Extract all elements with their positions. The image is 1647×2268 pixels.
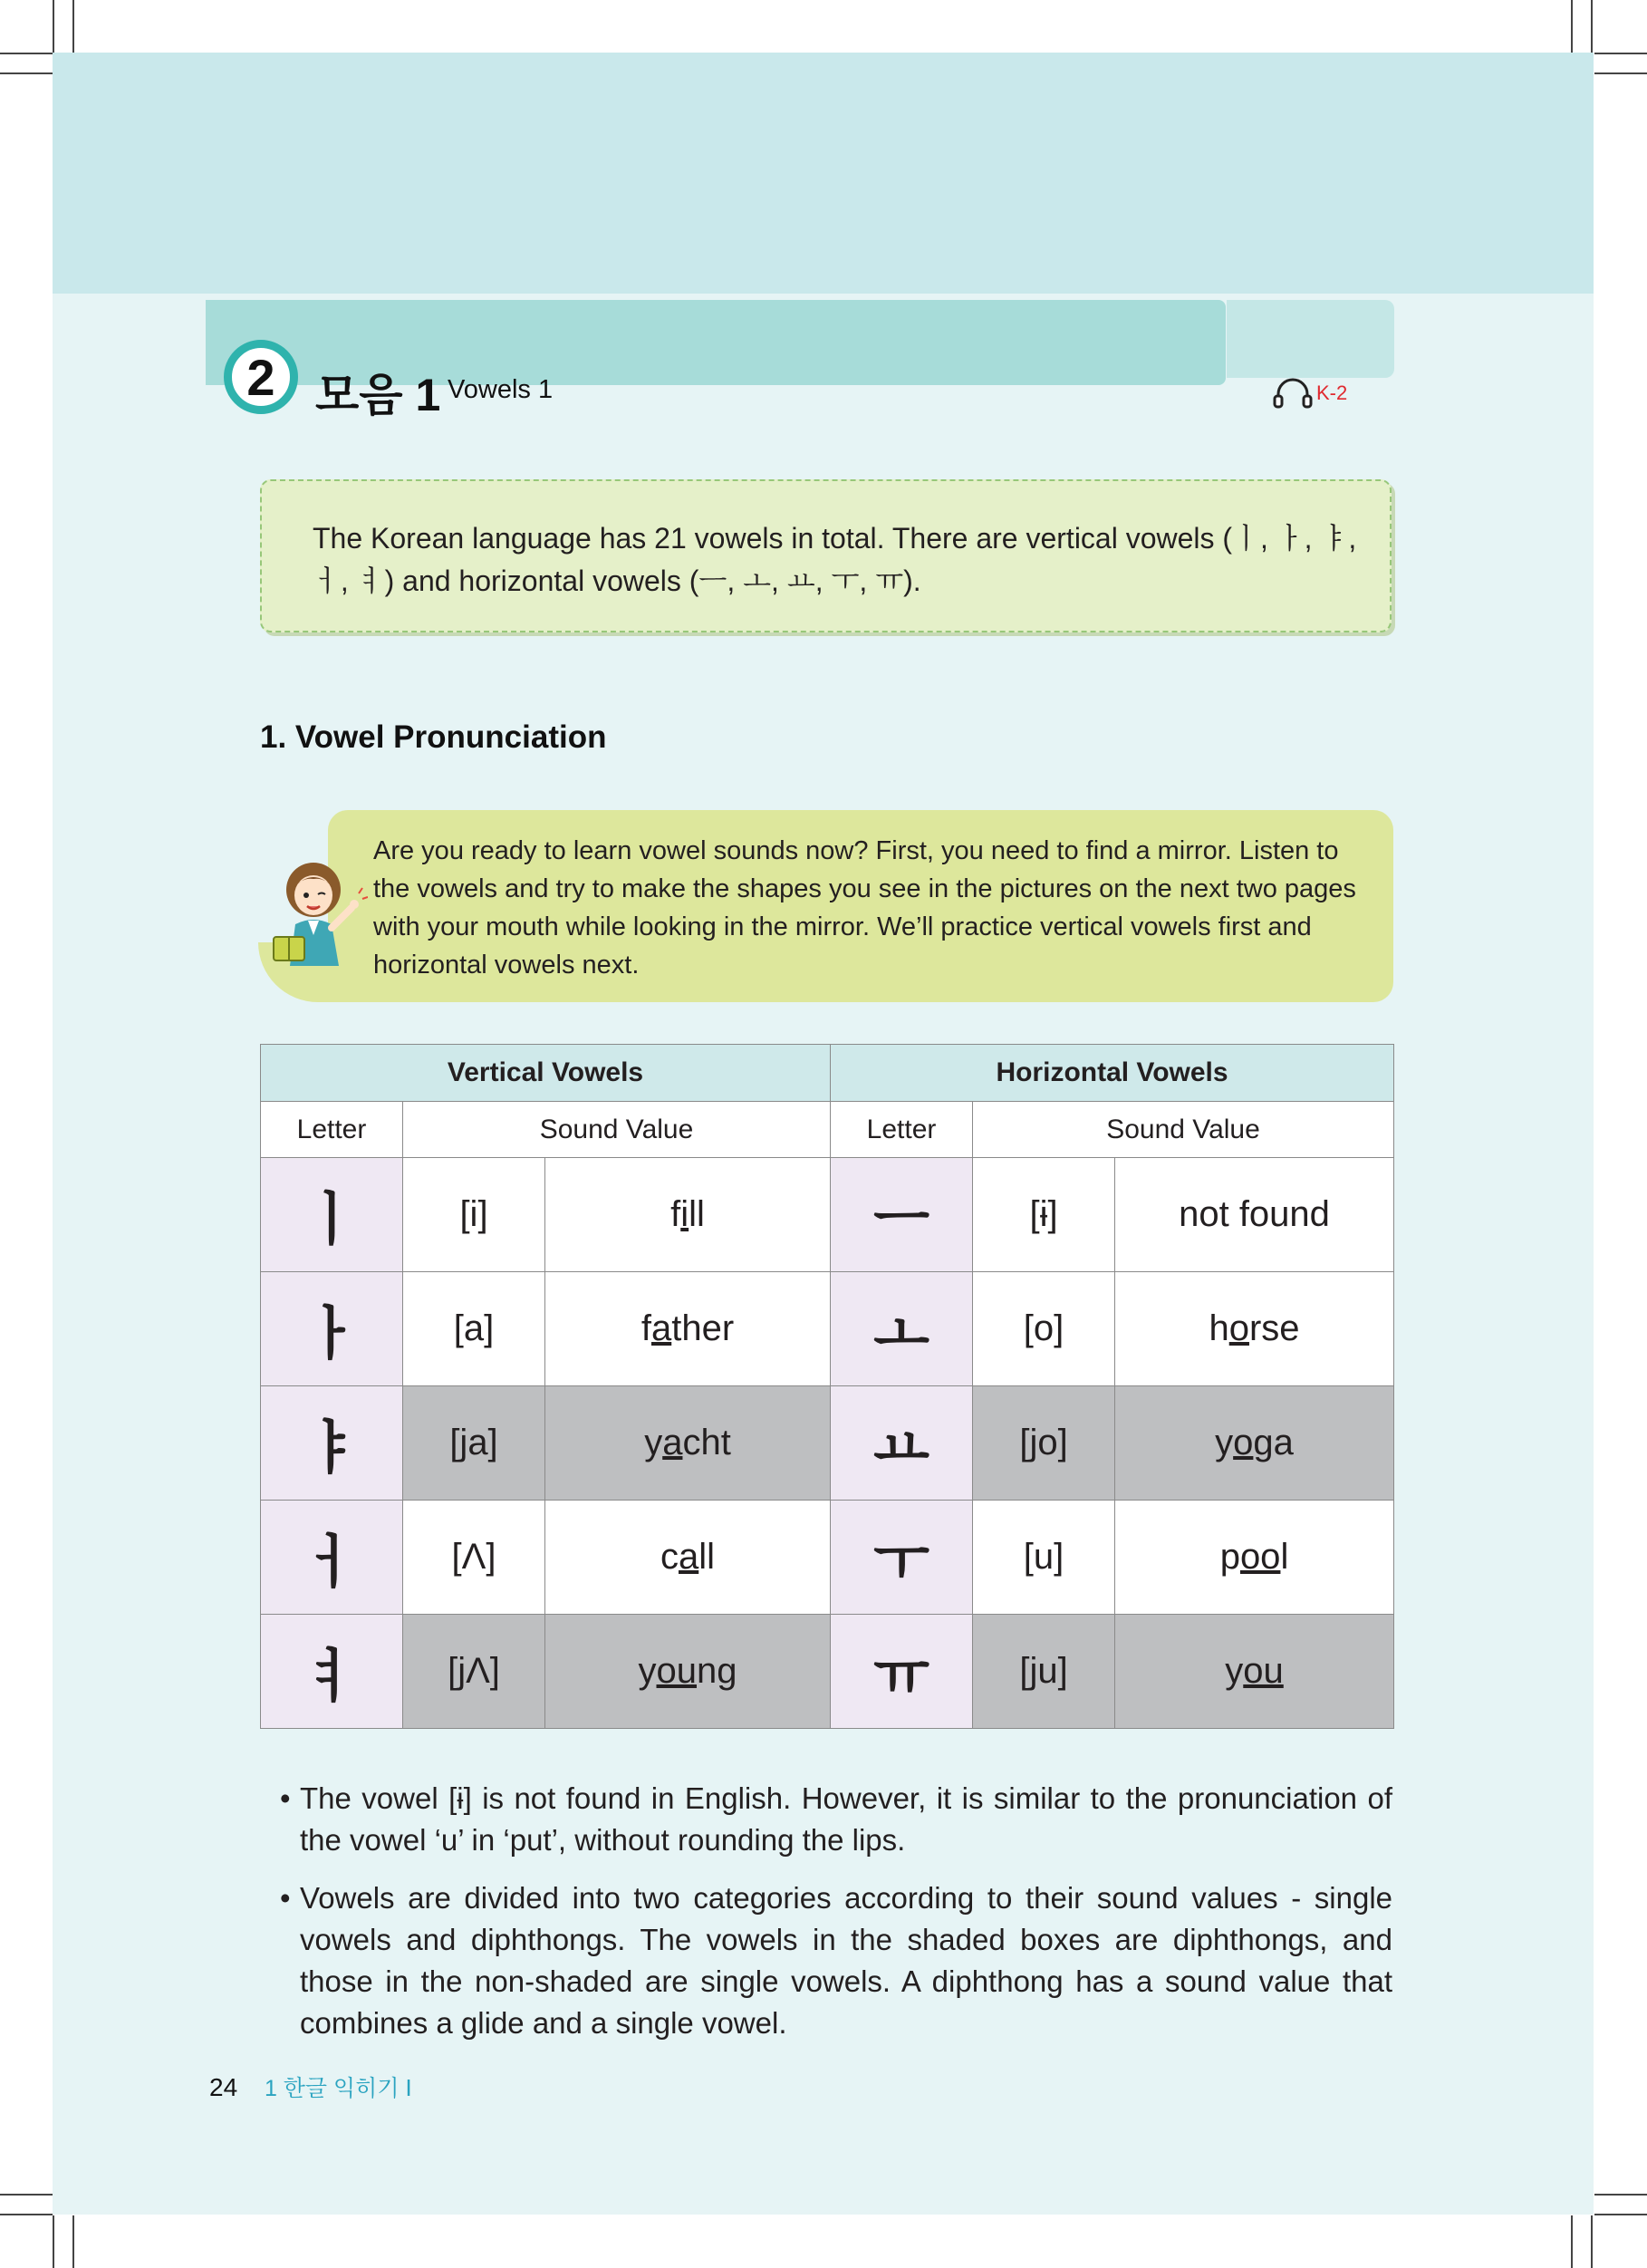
sound-symbol: [Λ] <box>403 1501 545 1615</box>
crop-mark <box>1591 2215 1593 2268</box>
sound-symbol: [a] <box>403 1272 545 1386</box>
section-number-badge: 2 <box>224 340 298 414</box>
bullet-icon: • <box>280 1781 291 1815</box>
example-word: you <box>1115 1615 1394 1729</box>
sound-symbol: [o] <box>973 1272 1115 1386</box>
table-row <box>261 1272 1394 1386</box>
example-word: call <box>545 1501 831 1615</box>
vowel-letter: ㅕ <box>261 1615 403 1729</box>
example-word: yoga <box>1115 1386 1394 1501</box>
sound-symbol: [jo] <box>973 1386 1115 1501</box>
crop-mark <box>1591 0 1593 53</box>
sound-value-column-header: Sound Value <box>403 1102 831 1158</box>
crop-mark <box>0 2194 53 2196</box>
example-word: pool <box>1115 1501 1394 1615</box>
table-row <box>261 1158 1394 1272</box>
bullet-icon: • <box>280 1881 291 1915</box>
crop-mark <box>1594 2214 1647 2215</box>
table-row <box>261 1615 1394 1729</box>
sound-symbol: [ja] <box>403 1386 545 1501</box>
note-text: Vowels are divided into two categories according to their sound values - single vowels and diphthongs. The vowels in the shaded boxes are diphthongs, and those in the non-shaded are single vowels. A diphthong has a sound value that combines a glide and a single vowel. <box>300 1881 1392 2040</box>
bubble-text: Are you ready to learn vowel sounds now? First, you need to find a mirror. Listen to the vowels and try to make the shapes you see in the pictures on the next two pages with your mouth while looking in the mirror. We’ll practice vertical vowels first and horizontal vowels next. <box>373 836 1356 980</box>
sound-symbol: [ju] <box>973 1615 1115 1729</box>
crop-mark <box>1594 53 1647 54</box>
table-row <box>261 1501 1394 1615</box>
headphones-icon <box>1273 378 1313 409</box>
teacher-illustration <box>268 857 368 986</box>
vowel-table <box>260 1044 1394 1729</box>
vowel-letter: ㅜ <box>831 1501 973 1615</box>
sound-symbol: [i] <box>403 1158 545 1272</box>
note-text: The vowel [ɨ] is not found in English. However, it is similar to the pronunciation of the vowel ‘u’ in ‘put’, without rounding the lips. <box>300 1781 1392 1857</box>
sound-symbol: [u] <box>973 1501 1115 1615</box>
letter-column-header: Letter <box>261 1102 403 1158</box>
crop-mark <box>1594 72 1647 74</box>
subsection-heading: 1. Vowel Pronunciation <box>260 719 607 755</box>
crop-mark <box>72 2215 74 2268</box>
vowel-letter: ㅑ <box>261 1386 403 1501</box>
crop-mark <box>0 2214 53 2215</box>
sound-symbol: [jΛ] <box>403 1615 545 1729</box>
crop-mark <box>0 53 53 54</box>
crop-mark <box>1594 2194 1647 2196</box>
example-word: fill <box>545 1158 831 1272</box>
example-word: not found <box>1115 1158 1394 1272</box>
vowel-letter: ㅣ <box>261 1158 403 1272</box>
list-item <box>278 1778 1392 1861</box>
table-row <box>261 1386 1394 1501</box>
letter-column-header: Letter <box>831 1102 973 1158</box>
crop-mark <box>72 0 74 53</box>
intro-text: The Korean language has 21 vowels in total. There are vertical vowels (ㅣ, ㅏ, ㅑ, ㅓ, ㅕ) and horizontal vowels (ㅡ, ㅗ, ㅛ, ㅜ, ㅠ). <box>313 522 1357 597</box>
section-header-audio-box <box>1227 300 1394 378</box>
section-title-korean: 모음 1 <box>315 370 441 420</box>
crop-mark <box>1571 2215 1573 2268</box>
example-word: young <box>545 1615 831 1729</box>
crop-mark <box>53 2215 54 2268</box>
horizontal-vowels-header: Horizontal Vowels <box>831 1045 1394 1102</box>
crop-mark <box>53 0 54 53</box>
crop-mark <box>0 72 53 74</box>
intro-box <box>260 479 1392 632</box>
sound-value-column-header: Sound Value <box>973 1102 1394 1158</box>
crop-mark <box>1571 0 1573 53</box>
section-title-english: Vowels 1 <box>448 375 554 404</box>
vowel-letter: ㅗ <box>831 1272 973 1386</box>
sound-symbol: [ɨ] <box>973 1158 1115 1272</box>
audio-track-label[interactable] <box>1273 375 1347 411</box>
example-word: father <box>545 1272 831 1386</box>
top-band <box>53 53 1594 294</box>
speech-bubble <box>328 810 1393 1002</box>
audio-code: K-2 <box>1316 381 1348 404</box>
vowel-letter: ㅛ <box>831 1386 973 1501</box>
vowel-letter: ㅓ <box>261 1501 403 1615</box>
example-word: yacht <box>545 1386 831 1501</box>
page-footer <box>209 2070 412 2103</box>
vowel-letter: ㅡ <box>831 1158 973 1272</box>
example-word: horse <box>1115 1272 1394 1386</box>
page-number: 24 <box>209 2073 238 2101</box>
vertical-vowels-header: Vertical Vowels <box>261 1045 831 1102</box>
chapter-label: 1 한글 익히기 Ⅰ <box>264 2076 412 2101</box>
list-item <box>278 1877 1392 2044</box>
notes-list <box>278 1778 1392 2061</box>
vowel-letter: ㅏ <box>261 1272 403 1386</box>
vowel-letter: ㅠ <box>831 1615 973 1729</box>
